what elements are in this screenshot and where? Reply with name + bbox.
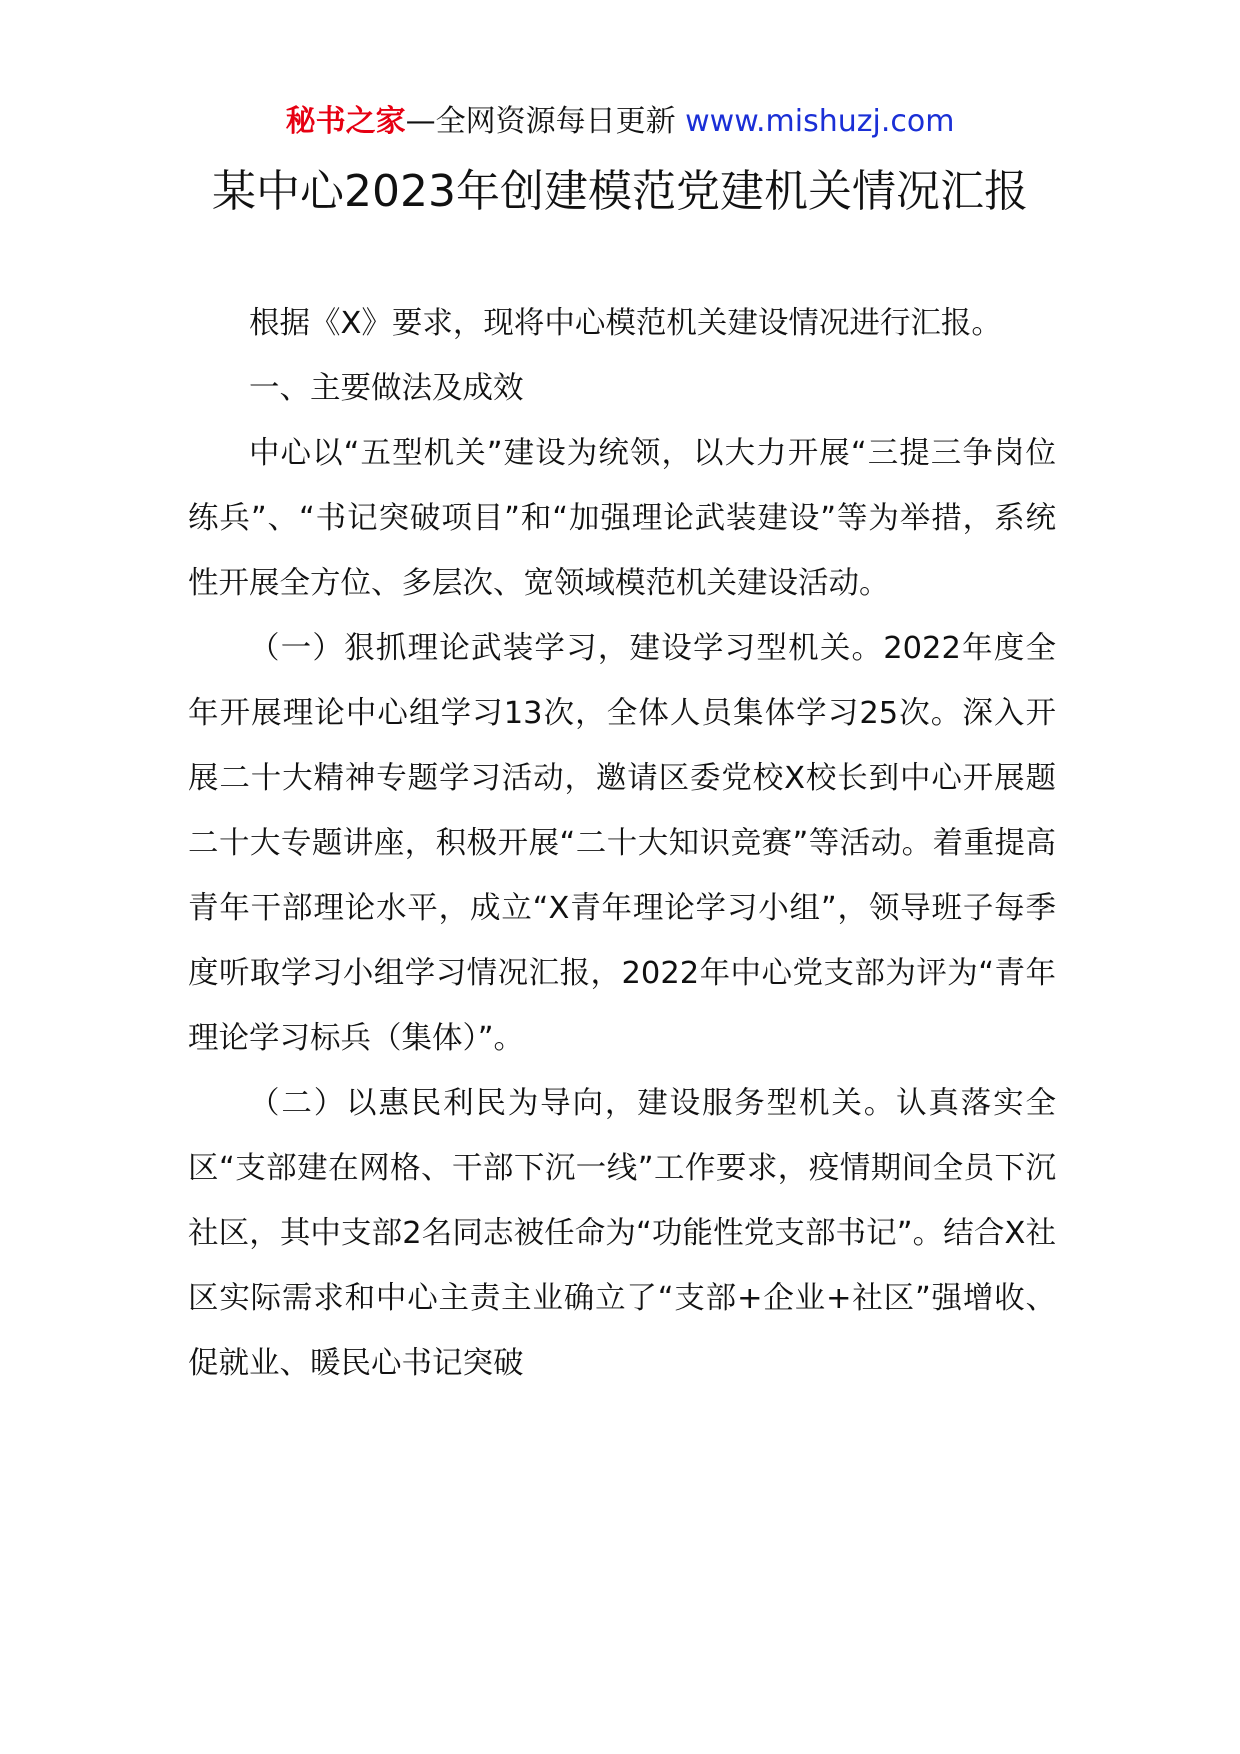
site-header [0,100,1240,144]
overview-paragraph: 中心以“五型机关”建设为统领，以大力开展“三提三争岗位练兵”、“书记突破项目”和“加强理论武装建设”等为举措，系统性开展全方位、多层次、宽领域模范机关建设活动。 [188,436,1056,601]
section-1-paragraph: （一）狠抓理论武装学习，建设学习型机关。2022年度全年开展理论中心组学习13次，全体人员集体学习25次。深入开展二十大精神专题学习活动，邀请区委党校X校长到中心开展题二十大专题讲座，积极开展“二十大知识竞赛”等活动。着重提高青年干部理论水平，成立“X青年理论学习小组”，领导班子每季度听取学习小组学习情况汇报，2022年中心党支部为评为“青年理论学习标兵（集体）”。 [188,631,1056,1056]
document-body [188,291,1056,1396]
brand-name: 秘书之家 [285,104,406,139]
document-title: 某中心2023年创建模范党建机关情况汇报 [212,166,1028,217]
section-2-paragraph: （二）以惠民利民为导向，建设服务型机关。认真落实全区“支部建在网格、干部下沉一线”工作要求，疫情期间全员下沉社区，其中支部2名同志被任命为“功能性党支部书记”。结合X社区实际需求和中心主责主业确立了“支部+企业+社区”强增收、促就业、暖民心书记突破 [188,1086,1056,1381]
brand-slogan: —全网资源每日更新 [405,104,676,139]
intro-paragraph: 根据《X》要求，现将中心模范机关建设情况进行汇报。 [249,306,1002,341]
site-url: www.mishuzj.com [685,104,955,139]
section-heading: 一、主要做法及成效 [249,371,524,406]
